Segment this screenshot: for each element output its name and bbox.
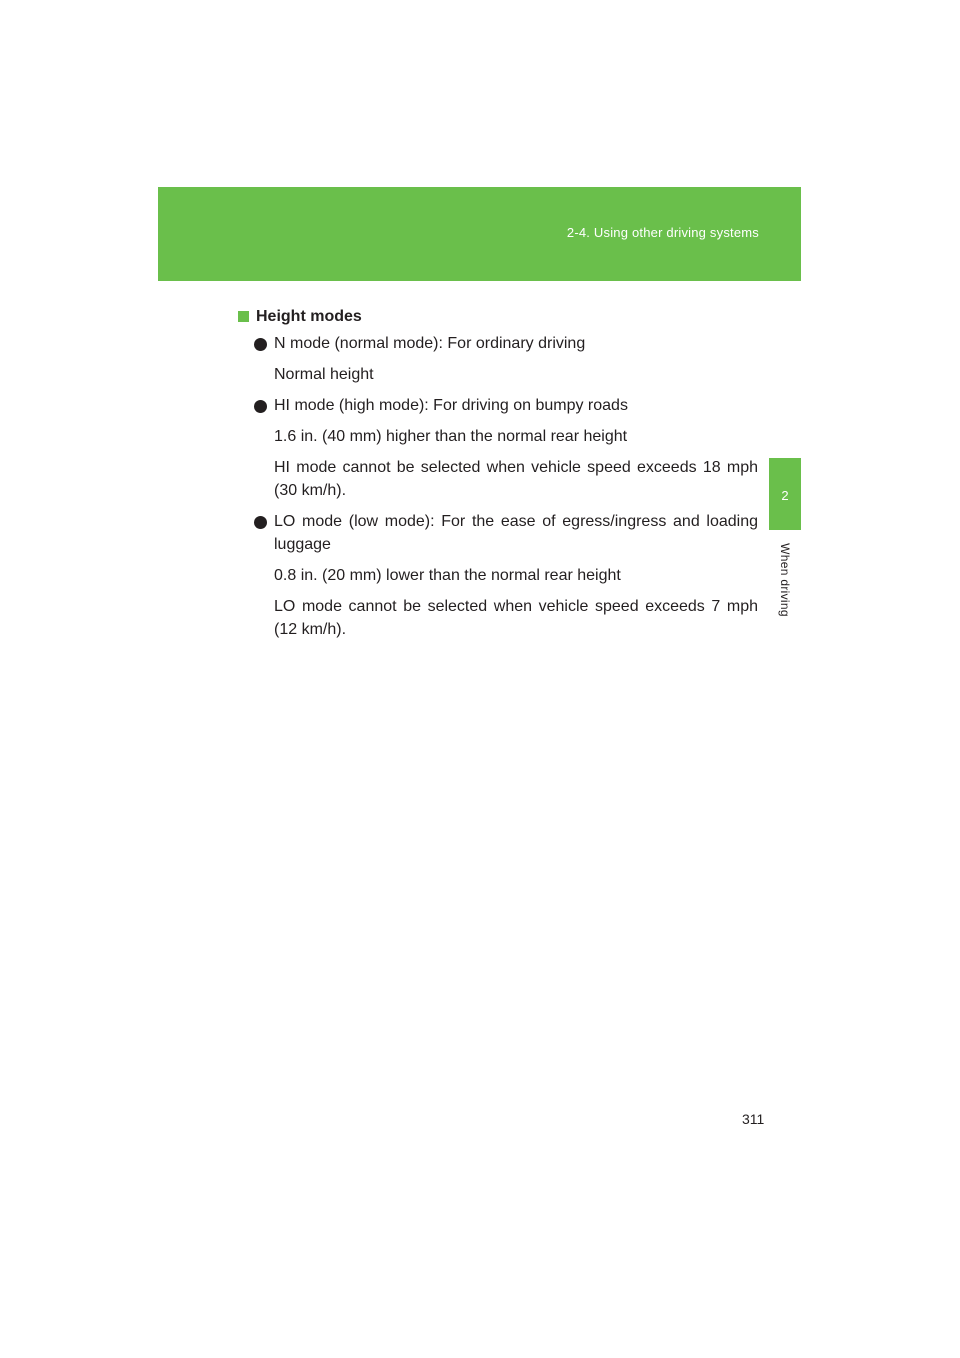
mode-note: 0.8 in. (20 mm) lower than the normal rear height bbox=[274, 567, 621, 584]
heading-text: Height modes bbox=[256, 308, 362, 325]
section-header-band bbox=[158, 187, 801, 281]
mode-item-lo bbox=[238, 510, 758, 641]
chapter-tab bbox=[769, 458, 801, 530]
mode-note: Normal height bbox=[274, 366, 374, 383]
mode-title: N mode (normal mode): For ordinary driving bbox=[274, 335, 586, 352]
mode-note: 1.6 in. (40 mm) higher than the normal rear height bbox=[274, 428, 628, 445]
height-modes-heading bbox=[238, 305, 758, 328]
mode-note: HI mode cannot be selected when vehicle speed exceeds 18 mph (30 km/h). bbox=[274, 459, 758, 499]
page-number: 311 bbox=[742, 1111, 765, 1127]
page-content bbox=[238, 305, 758, 641]
bullet-icon bbox=[254, 400, 267, 413]
mode-title: LO mode (low mode): For the ease of egress/ingress and loading luggage bbox=[274, 513, 758, 553]
mode-item-hi bbox=[238, 394, 758, 502]
section-title: 2-4. Using other driving systems bbox=[566, 225, 759, 240]
mode-note: LO mode cannot be selected when vehicle speed exceeds 7 mph (12 km/h). bbox=[274, 598, 758, 638]
mode-title: HI mode (high mode): For driving on bumpy roads bbox=[274, 397, 628, 414]
bullet-icon bbox=[254, 338, 267, 351]
green-square-icon bbox=[238, 311, 249, 322]
chapter-label: When driving bbox=[778, 543, 792, 617]
mode-item-n bbox=[238, 332, 758, 386]
bullet-icon bbox=[254, 516, 267, 529]
chapter-number: 2 bbox=[781, 488, 789, 503]
